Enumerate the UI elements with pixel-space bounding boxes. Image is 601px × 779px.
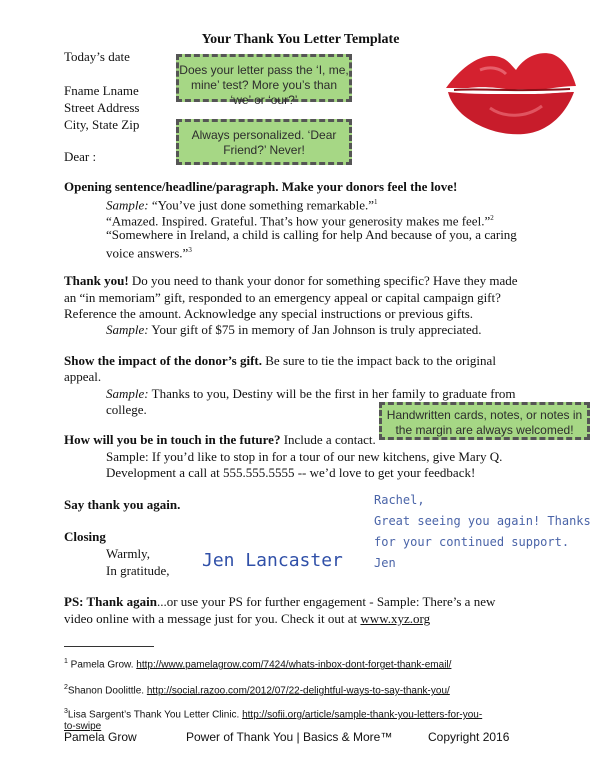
ps-line-1: PS: Thank again...or use your PS for further engagement - Sample: There’s a new — [64, 594, 496, 609]
future-line-1: How will you be in touch in the future? Include a contact. — [64, 432, 376, 447]
signature: Jen Lancaster — [202, 550, 343, 571]
future-sample-2: Development a call at 555.555.5555 -- we’d love to get your feedback! — [106, 465, 476, 480]
say-again-heading: Say thank you again. — [64, 497, 181, 512]
ps-line-2: video online with a message just for you. Check it out at www.xyz.org — [64, 611, 431, 626]
impact-line-2: appeal. — [64, 369, 102, 384]
thankyou-line-3: Reference the amount. Acknowledge any special instructions or previous gifts. — [64, 306, 474, 321]
opening-sample-3a: “Somewhere in Ireland, a child is calling for help And because of you, a caring — [106, 227, 517, 242]
impact-sample-1: Sample: Thanks to you, Destiny will be the first in her family to graduate from — [106, 386, 516, 401]
opening-sample-2: “Amazed. Inspired. Grateful. That’s how your generosity makes me feel.”$^2$ — [106, 213, 494, 229]
name-line: Fname Lname — [64, 83, 139, 98]
footnote-2-link[interactable]: http://social.razoo.com/2012/07/22-delightful-ways-to-say-thank-you/ — [146, 685, 450, 697]
lips-kiss-icon — [440, 44, 580, 140]
handwritten-note — [374, 491, 591, 573]
note-line-4: Jen — [374, 556, 396, 570]
footer-left: Pamela Grow — [64, 730, 137, 744]
opening-heading: Opening sentence/headline/paragraph. Make your donors feel the love! — [64, 179, 458, 194]
footnote-2: $^2$Shanon Doolittle. http://social.razoo.com/2012/07/22-delightful-ways-to-say-thank-you/ — [64, 684, 450, 697]
footnote-3-link-cont[interactable]: to-swipe — [64, 721, 102, 733]
callout-handwritten: Handwritten cards, notes, or notes in the margin are always welcomed! — [379, 402, 590, 440]
date-line: Today’s date — [64, 49, 130, 64]
footnote-divider — [64, 646, 154, 647]
callout-mine-test: Does your letter pass the ‘I, me, mine’ test? More you’s than ‘we’ or ‘our?’ — [176, 54, 352, 102]
footnote-1-link[interactable]: http://www.pamelagrow.com/7424/whats-inbox-dont-forget-thank-email/ — [136, 659, 452, 671]
note-line-3: for your continued support. — [374, 535, 570, 549]
thankyou-line-2: an “in memoriam” gift, responded to an emergency appeal or capital campaign gift? — [64, 290, 501, 305]
closing-heading: Closing — [64, 529, 106, 544]
footer-center: Power of Thank You | Basics & More™ — [186, 730, 393, 744]
footnote-3: $^3$Lisa Sargent’s Thank You Letter Clinic. http://sofii.org/article/sample-thank-you-letters-for-you- to-swipe — [64, 708, 483, 733]
city-line: City, State Zip — [64, 117, 140, 132]
impact-sample-2: college. — [106, 402, 147, 417]
page-title: Your Thank You Letter Template — [201, 32, 400, 47]
footnote-1: $^1$ Pamela Grow. http://www.pamelagrow.com/7424/whats-inbox-dont-forget-thank-email/ — [64, 658, 452, 671]
closing-gratitude: In gratitude, — [106, 563, 170, 578]
note-line-2: Great seeing you again! Thanks — [374, 514, 591, 528]
salutation-line: Dear : — [64, 149, 97, 164]
thankyou-sample: Sample: Your gift of $75 in memory of Jan Johnson is truly appreciated. — [106, 322, 482, 337]
future-sample-1: Sample: If you’d like to stop in for a tour of our new kitchens, give Mary Q. — [106, 449, 503, 464]
callout-personalized: Always personalized. ‘Dear Friend?’ Never! — [176, 119, 352, 165]
footer-right: Copyright 2016 — [428, 730, 510, 744]
opening-sample-1: Sample: “You’ve just done something remarkable.”$^1$ — [106, 197, 378, 213]
footnote-3-link[interactable]: http://sofii.org/article/sample-thank-you-letters-for-you- — [242, 709, 483, 721]
impact-line-1: Show the impact of the donor’s gift. Be sure to tie the impact back to the original — [64, 353, 496, 368]
thankyou-line-1: Thank you! Do you need to thank your donor for something specific? Have they made — [64, 273, 518, 288]
opening-sample-3b: voice answers.”$^3$ — [106, 245, 192, 261]
note-line-1: Rachel, — [374, 493, 425, 507]
street-line: Street Address — [64, 100, 140, 115]
closing-warmly: Warmly, — [106, 546, 150, 561]
ps-link[interactable]: www.xyz.org — [360, 611, 431, 626]
